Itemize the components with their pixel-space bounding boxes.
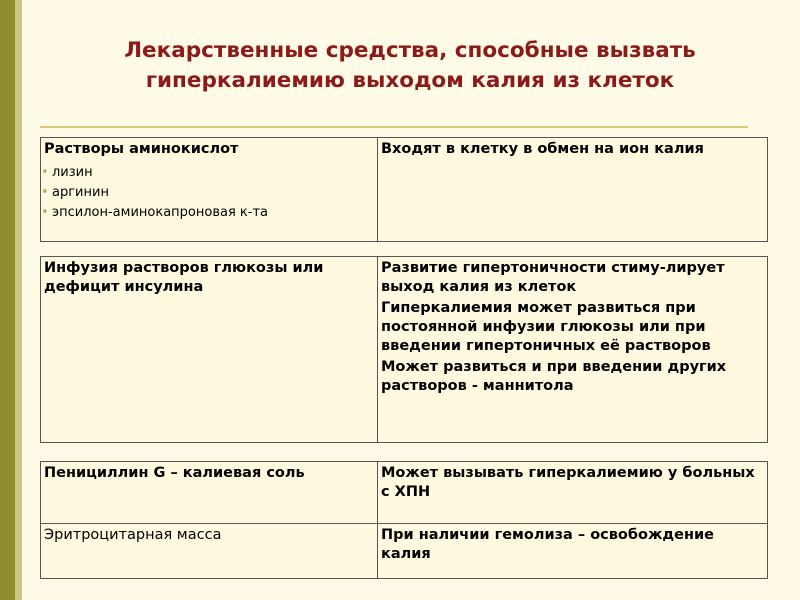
glucose-paragraph-1: Развитие гипертоничности стиму-лирует выход калия из клеток bbox=[381, 260, 725, 295]
bullet-icon: • bbox=[41, 185, 49, 200]
table-row bbox=[41, 462, 768, 524]
amino-acids-cell bbox=[41, 138, 378, 242]
penicillin-erythrocyte-table bbox=[40, 461, 768, 579]
amino-acids-mechanism-cell: Входят в клетку в обмен на ион калия bbox=[378, 138, 768, 242]
penicillin-cell: Пенициллин G – калиевая соль bbox=[41, 462, 378, 524]
glucose-mechanism-cell bbox=[378, 257, 768, 443]
glucose-paragraph-3: Может развиться и при введении других растворов - маннитола bbox=[381, 359, 727, 394]
list-item: • лизин bbox=[44, 163, 374, 183]
list-item: • аргинин bbox=[44, 183, 374, 203]
title-divider bbox=[40, 126, 748, 128]
glucose-table bbox=[40, 256, 768, 443]
erythrocyte-effect-cell: При наличии гемолиза – освобождение калия bbox=[378, 524, 768, 579]
erythrocyte-cell: Эритроцитарная масса bbox=[41, 524, 378, 579]
glucose-paragraph-2: Гиперкалиемия может развиться при постоянной инфузии глюкозы или при введении гипертоничных её растворов bbox=[381, 300, 711, 354]
slide-title-line-1: Лекарственные средства, способные вызвать bbox=[124, 38, 696, 63]
table-row bbox=[41, 257, 768, 443]
bullet-icon: • bbox=[41, 165, 49, 180]
table-row bbox=[41, 138, 768, 242]
left-decor-stripe-light bbox=[15, 0, 22, 600]
glucose-cause-cell: Инфузия растворов глюкозы или дефицит инсулина bbox=[41, 257, 378, 443]
penicillin-effect-cell: Может вызывать гиперкалиемию у больных с ХПН bbox=[378, 462, 768, 524]
table-row bbox=[41, 524, 768, 579]
slide-title-line-2: гиперкалиемию выходом калия из клеток bbox=[145, 68, 675, 93]
amino-acids-heading: Растворы аминокислот bbox=[44, 141, 239, 157]
slide-title bbox=[40, 36, 780, 96]
left-decor-stripe-dark bbox=[0, 0, 15, 600]
bullet-icon: • bbox=[41, 205, 49, 220]
list-item: • эпсилон-аминокапроновая к-та bbox=[44, 203, 374, 223]
amino-acids-list bbox=[41, 163, 374, 223]
amino-acids-table bbox=[40, 137, 768, 242]
